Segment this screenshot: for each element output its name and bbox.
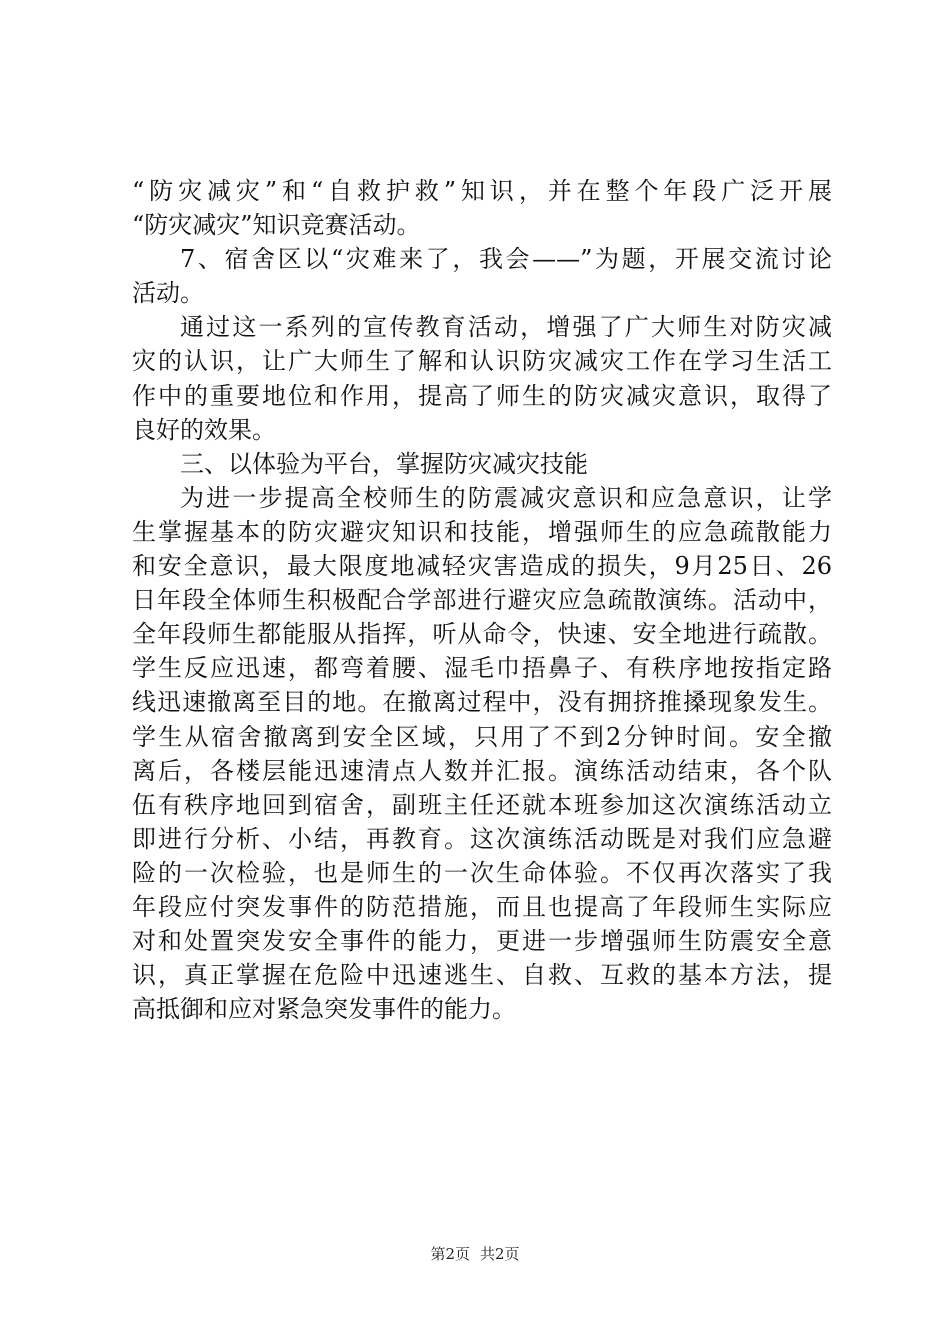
text-line: 离后，各楼层能迅速清点人数并汇报。演练活动结束，各个队 bbox=[132, 756, 832, 785]
body-text bbox=[132, 174, 832, 1026]
text-line: 通过这一系列的宣传教育活动，增强了广大师生对防灾减 bbox=[180, 313, 832, 342]
text-line: 险的一次检验，也是师生的一次生命体验。不仅再次落实了我 bbox=[132, 858, 832, 887]
text-line: 学生从宿舍撤离到安全区域，只用了不到2分钟时间。安全撤 bbox=[132, 722, 832, 751]
page-footer bbox=[0, 1244, 950, 1264]
text-line: 日年段全体师生积极配合学部进行避灾应急疏散演练。活动中， bbox=[132, 586, 832, 615]
text-line: 作中的重要地位和作用，提高了师生的防灾减灾意识，取得了 bbox=[132, 381, 832, 410]
text-line: 即进行分析、小结，再教育。这次演练活动既是对我们应急避 bbox=[132, 824, 832, 853]
text-line: 灾的认识，让广大师生了解和认识防灾减灾工作在学习生活工 bbox=[132, 347, 832, 376]
text-line: 7、宿舍区以“灾难来了，我会——”为题，开展交流讨论 bbox=[180, 245, 832, 274]
text-line: 线迅速撤离至目的地。在撤离过程中，没有拥挤推搡现象发生。 bbox=[132, 688, 832, 717]
text-line: 学生反应迅速，都弯着腰、湿毛巾捂鼻子、有秩序地按指定路 bbox=[132, 654, 832, 683]
text-line: 全年段师生都能服从指挥，听从命令，快速、安全地进行疏散。 bbox=[132, 620, 832, 649]
text-line: 三、以体验为平台，掌握防灾减灾技能 bbox=[180, 449, 588, 478]
text-line: “防灾减灾”和“自救护救”知识，并在整个年段广泛开展 bbox=[132, 177, 832, 205]
text-line: 活动。 bbox=[132, 279, 204, 308]
text-line: 生掌握基本的防灾避灾知识和技能，增强师生的应急疏散能力 bbox=[132, 517, 832, 546]
page-total: 共2页 bbox=[480, 1245, 520, 1263]
text-line: 伍有秩序地回到宿舍，副班主任还就本班参加这次演练活动立 bbox=[132, 790, 832, 819]
text-line: 为进一步提高全校师生的防震减灾意识和应急意识，让学 bbox=[180, 483, 832, 512]
text-line: 对和处置突发安全事件的能力，更进一步增强师生防震安全意 bbox=[132, 927, 832, 956]
text-line: 高抵御和应对紧急突发事件的能力。 bbox=[132, 995, 516, 1024]
text-line: 年段应付突发事件的防范措施，而且也提高了年段师生实际应 bbox=[132, 892, 832, 921]
text-line: “防灾减灾”知识竞赛活动。 bbox=[132, 211, 421, 240]
page-number: 第2页 bbox=[430, 1245, 470, 1263]
text-line: 良好的效果。 bbox=[132, 415, 276, 444]
text-line: 识，真正掌握在危险中迅速逃生、自救、互救的基本方法，提 bbox=[132, 961, 832, 990]
text-line: 和安全意识，最大限度地减轻灾害造成的损失，9月25日、26 bbox=[132, 552, 832, 581]
